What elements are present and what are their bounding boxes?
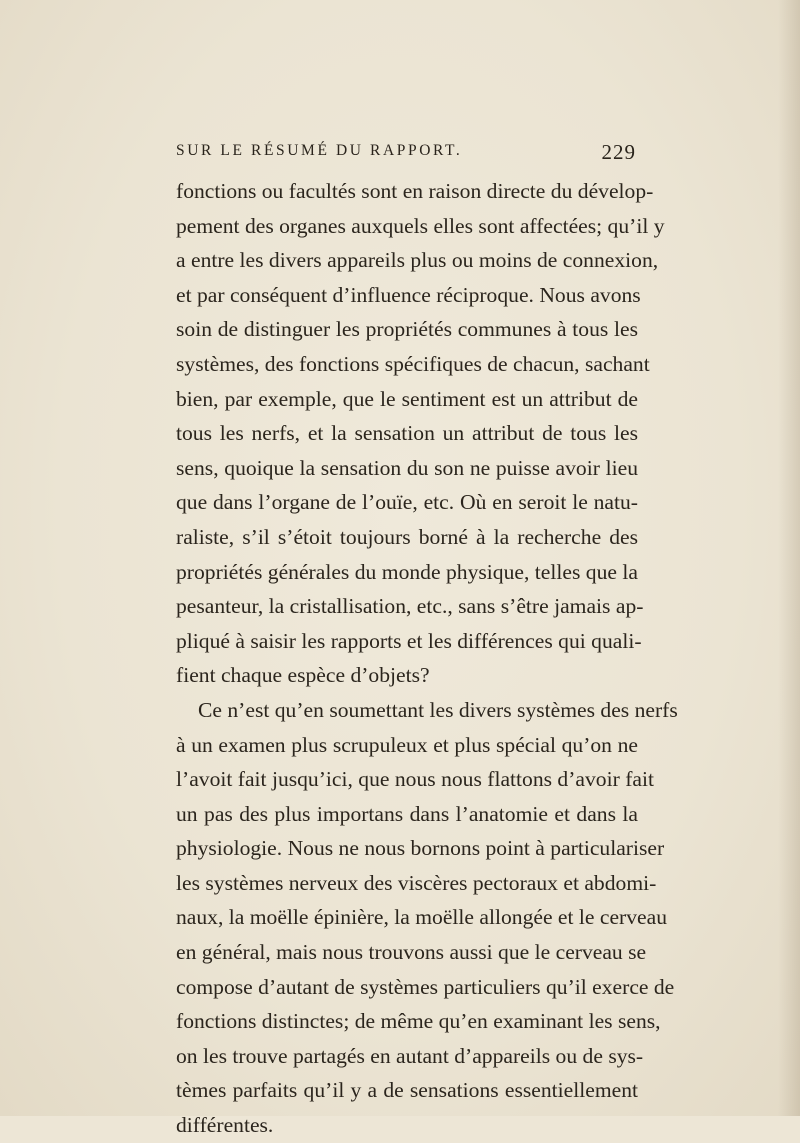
text-line: compose d’autant de systèmes particuliers qu’il exerce de [176,974,675,999]
text-line: a entre les divers appareils plus ou moins de connexion, [176,248,659,273]
text-line: un pas des plus importans dans l’anatomie et dans la [176,801,638,826]
text-line: pesanteur, la cristallisation, etc., sans s’être jamais ap- [176,594,644,619]
text-line: soin de distinguer les propriétés communes à tous les [176,317,638,342]
text-line: fonctions ou facultés sont en raison directe du dévelop- [176,179,654,203]
text-line: on les trouve partagés en autant d’appareils ou de sys- [176,1043,644,1068]
running-head-title: SUR LE RÉSUMÉ DU RAPPORT. [176,142,463,159]
text-line: à un examen plus scrupuleux et plus spécial qu’on ne [176,732,638,757]
paragraph-1 [176,174,665,693]
text-line: en général, mais nous trouvons aussi que le cerveau se [176,940,647,965]
text-line: Ce n’est qu’en soumettant les divers systèmes des nerfs [198,697,678,722]
text-line: sens, quoique la sensation du son ne puisse avoir lieu [176,455,638,480]
body-text [176,174,678,1143]
text-line: et par conséquent d’influence réciproque. Nous avons [176,282,641,307]
text-line: l’avoit fait jusqu’ici, que nous nous flattons d’avoir fait [176,767,654,792]
text-line: différentes. [176,1113,274,1138]
page-number: 229 [601,140,636,164]
text-line: propriétés générales du monde physique, telles que la [176,559,638,584]
text-line: systèmes, des fonctions spécifiques de chacun, sachant [176,351,650,376]
text-line: physiologie. Nous ne nous bornons point à particulariser [176,836,665,861]
text-line: pement des organes auxquels elles sont affectées; qu’il y [176,213,665,238]
text-line: pliqué à saisir les rapports et les différences qui quali- [176,628,642,653]
page-edge-shadow [778,0,800,1116]
text-line: fient chaque espèce d’objets? [176,663,430,688]
text-line: les systèmes nerveux des viscères pectoraux et abdomi- [176,870,657,895]
text-line: bien, par exemple, que le sentiment est un attribut de [176,386,638,411]
text-line: raliste, s’il s’étoit toujours borné à la recherche des [176,524,638,549]
text-line: naux, la moëlle épinière, la moëlle allongée et le cerveau [176,905,668,930]
text-line: tous les nerfs, et la sensation un attribut de tous les [176,421,638,446]
text-line: que dans l’organe de l’ouïe, etc. Où en seroit le natu- [176,490,638,515]
text-line: tèmes parfaits qu’il y a de sensations essentiellement [176,1078,638,1103]
text-line: fonctions distinctes; de même qu’en examinant les sens, [176,1009,661,1034]
running-head [176,142,636,166]
paragraph-2 [176,693,678,1143]
